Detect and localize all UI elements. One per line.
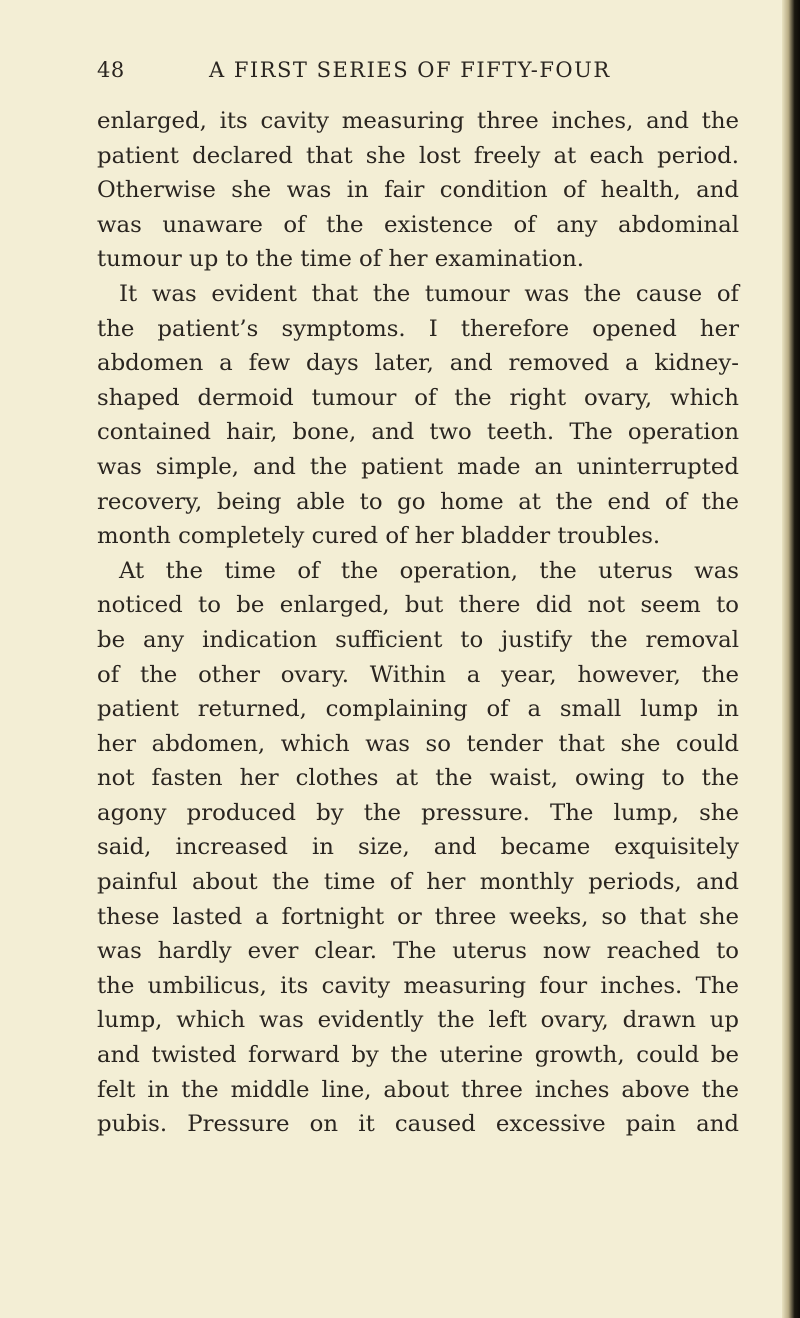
running-title: A FIRST SERIES OF FIFTY-FOUR — [209, 58, 611, 82]
page-binding-edge — [782, 0, 800, 1318]
text-line: felt in the middle line, about three inches above the — [97, 1076, 739, 1103]
body-text — [97, 104, 739, 1142]
text-line: patient returned, complaining of a small lump in — [97, 696, 739, 723]
text-line: It was evident that the tumour was the cause of — [119, 280, 739, 307]
text-line: not fasten her clothes at the waist, owing to the — [97, 765, 739, 792]
text-line: and twisted forward by the uterine growth, could be — [97, 1042, 739, 1069]
text-line: patient declared that she lost freely at each period. — [97, 142, 739, 169]
text-line: month completely cured of her bladder troubles. — [97, 523, 661, 550]
text-line: lump, which was evidently the left ovary, drawn up — [97, 1007, 739, 1034]
text-line: Otherwise she was in fair condition of health, and — [97, 177, 739, 204]
page-number: 48 — [97, 58, 125, 82]
running-head — [97, 58, 777, 94]
text-line: noticed to be enlarged, but there did not seem to — [97, 592, 739, 619]
text-line: recovery, being able to go home at the end of the — [97, 488, 739, 515]
text-line: be any indication sufficient to justify the removal — [97, 626, 739, 653]
text-line: painful about the time of her monthly periods, and — [97, 869, 739, 896]
text-line: the patient’s symptoms. I therefore opened her — [97, 315, 739, 342]
text-line: enlarged, its cavity measuring three inches, and the — [97, 108, 739, 134]
text-line: shaped dermoid tumour of the right ovary, which — [97, 384, 739, 411]
text-line: was unaware of the existence of any abdominal — [97, 211, 739, 238]
text-line: contained hair, bone, and two teeth. The operation — [97, 419, 739, 446]
text-line: agony produced by the pressure. The lump, she — [97, 799, 739, 826]
text-line: her abdomen, which was so tender that she could — [97, 730, 739, 757]
text-line: the umbilicus, its cavity measuring four inches. The — [97, 972, 739, 999]
text-line: pubis. Pressure on it caused excessive pain and — [97, 1111, 739, 1138]
text-line: was hardly ever clear. The uterus now reached to — [97, 938, 739, 965]
text-line: of the other ovary. Within a year, however, the — [97, 661, 739, 688]
text-line: At the time of the operation, the uterus was — [119, 557, 739, 584]
text-line: said, increased in size, and became exquisitely — [97, 834, 739, 861]
text-line: these lasted a fortnight or three weeks, so that she — [97, 903, 739, 930]
text-line: tumour up to the time of her examination. — [97, 246, 585, 273]
text-line: abdomen a few days later, and removed a kidney- — [97, 350, 739, 377]
text-line: was simple, and the patient made an uninterrupted — [97, 453, 739, 480]
